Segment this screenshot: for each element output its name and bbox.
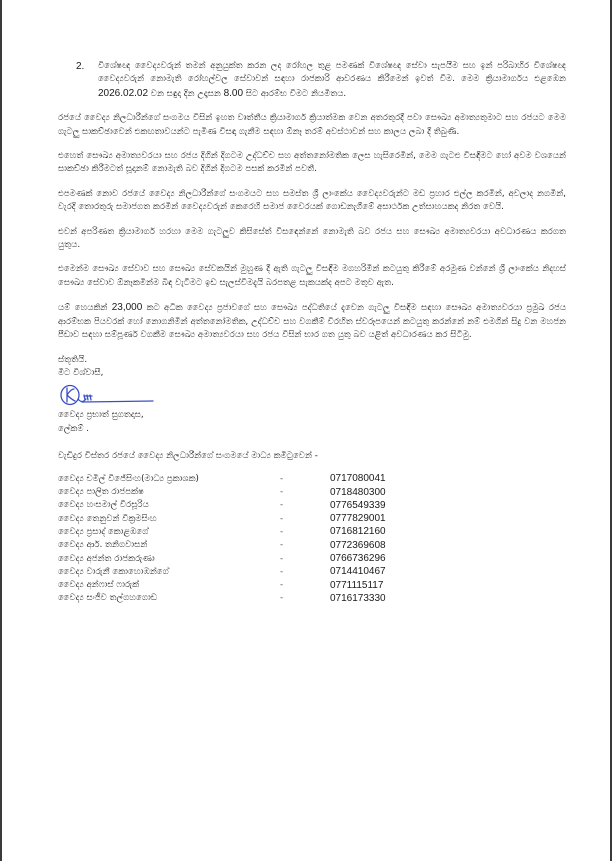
contact-name: වෛද්‍ය හංසමාල් වීරසූරිය — [58, 500, 149, 511]
contact-name: වෛද්‍ය අජන්ත රාජකරුණා — [58, 553, 155, 564]
paragraph: රජයේ වෛද්‍ය නිලධාරීන්ගේ සංගමය විසින් ඉහත වෘත්තීය ක්‍රියාමාර්ග ක්‍රියාත්මක වෙන අතරතුරදී පවා සෞඛ්‍ය අමාත්‍යතුමාට සහ රජයට මෙම ගැටලු සාකච්ඡාවෙන් එකඟතාවයන්ට පැමිණ විසඳා ගැනීම සඳහා ඕනෑ තරම් අවස්ථාවන් සහ කාලය ලබා දී තිබුණි. — [58, 113, 566, 137]
contact-name: වෛද්‍ය ආර්. තනිගවාසන් — [58, 540, 148, 551]
contact-row — [58, 539, 386, 552]
item-number: 2. — [76, 61, 85, 72]
contact-separator: - — [280, 553, 284, 564]
contact-phone: 0718480300 — [330, 486, 386, 498]
contact-separator: - — [280, 593, 284, 604]
contact-name: වෛද්‍ය තෙනුවන් වික්‍රමසිංහ — [58, 513, 157, 524]
contact-name: වෛද්‍ය සංජීව තල්ගහගොඩ — [58, 593, 158, 604]
contact-row — [58, 499, 386, 512]
contact-phone: 0771115117 — [330, 579, 384, 591]
contact-name: වෛද්‍ය ප්‍රසාද් කොළඹගේ — [58, 526, 149, 537]
item-text-part1: විශේෂඥ වෛද්‍යවරුන් තමන් අනුයුක්ත කරන ලද රෝහල තුළ පමණක් විශේෂඥ සේවා සැපයීම සහ ඉන් පරිබාහිර විශේෂඥ වෛද්‍යවරුන් නොමැති රෝහල්වල සේවාවන් සඳහා රාජකාරි ආවරණය කිරීමෙන් ඉවත් වීම. මෙම ක්‍රියාමාර්ගය එළඹෙන — [98, 61, 566, 85]
final-text-part1: යම් හෙයකින් — [58, 303, 112, 314]
contact-phone: 0714410467 — [330, 566, 386, 578]
contact-phone: 0776549339 — [330, 499, 386, 511]
contact-name: වෛද්‍ය අන්ෆාස් ෆාරුක් — [58, 580, 140, 591]
item-time: 8.00 — [223, 87, 244, 99]
paragraph: එහෙත් සෞඛ්‍ය අමාත්‍යවරයා සහ රජය දිගින් දිගටම උද්ධච්ච සහ අත්තනෝමතික ලෙස හැසිරෙමින්, මෙම ගැටළු විසඳීමට හෝ අවම වශයෙන් සාකච්ඡා කිරීමටත් සූදානම් නොමැති බව දිගින් දිගටම පසක් කරමින් පවතී. — [58, 151, 566, 175]
contact-phone: 0717080041 — [330, 473, 386, 485]
committee-title: වැඩිදුර විස්තර රජයේ වෛද්‍ය නිලධාරීන්ගේ සංගමයේ මාධ්‍ය කමිටුවෙන් - — [58, 451, 318, 462]
numbered-item-2 — [58, 60, 566, 101]
paragraph: එමෙන්ම සෞඛ්‍ය සේවාව සහ සෞඛ්‍ය සේවකයින් මුහුණ දී ඇති ගැටලු විසඳීම මගහරිමින් කටයුතු කිරීමේ අරමුණ වන්නේ ශ්‍රී ලාංකේය නිදහස් සෞඛ්‍ය සේවාව ඕනෑකමින්ම බිඳ වැටීමට ඉඩ සැලස්වීමදැයි බරපතළ සැකයක්ද අපට මතුව ඇත. — [58, 264, 566, 288]
contact-row — [58, 565, 386, 578]
contact-separator: - — [280, 487, 284, 498]
item-text-part3: සිට ආරම්භ වීමට නියමිතය. — [243, 88, 347, 99]
signature-image — [58, 383, 158, 409]
signature — [58, 383, 566, 407]
contact-phone: 0777829001 — [330, 513, 386, 525]
regards-line: මීට විශ්වාසී, — [58, 367, 104, 378]
item-text-part2: වන සඳුදා දින උදෑසන — [148, 88, 224, 99]
contact-phone: 0772369608 — [330, 539, 386, 551]
contact-separator: - — [280, 513, 284, 524]
page-border-left — [0, 0, 2, 861]
final-text-part2: කට අධික වෛද්‍ය ප්‍රජාවගේ සහ සෞඛ්‍ය පද්ධතියේ දැවෙන ගැටලු විසඳීම සඳහා සෞඛ්‍ය අමාත්‍යවරයා ප්‍රමුඛ රජය ආරම්භක පියවරක් හෝ නොගනිමින් අත්තනෝමතික, උද්ධච්ච සහ වගකීම් විරහිත ස්වරූපයෙන් කටයුතු කරන්නේ නම් එමගින් සිදු වන මහජන පීඩාව සඳහා සම්පූර්ණ වගකීම සෞඛ්‍ය අමාත්‍යවරයා සහ රජය විසින් භාර ගත යුතු බව යළිත් අවධාරණය කර සිටිමු. — [58, 303, 566, 341]
contact-row — [58, 485, 386, 498]
contact-row — [58, 552, 386, 565]
final-paragraph — [58, 301, 566, 342]
contact-phone: 0766736296 — [330, 553, 386, 565]
contact-separator: - — [280, 500, 284, 511]
contact-phone: 0716812160 — [330, 526, 386, 538]
contact-separator: - — [280, 540, 284, 551]
document-page — [58, 60, 566, 605]
closing-block — [58, 354, 566, 437]
contact-row — [58, 512, 386, 525]
contact-separator: - — [280, 580, 284, 591]
thanks-line: ස්තූතියි. — [58, 354, 88, 365]
signer-name: වෛද්‍ය ප්‍රභාත් සුගතදාස, — [58, 410, 144, 421]
contact-separator: - — [280, 566, 284, 577]
contact-name: වෛද්‍ය වාරුනී කොහොඹන්ගේ — [58, 566, 169, 577]
contact-separator: - — [280, 473, 284, 484]
contact-phone: 0716173330 — [330, 592, 386, 604]
paragraph: එපමණක් නොව රජයේ වෛද්‍ය නිලධාරීන්ගේ සංගමයට සහ සමස්ත ශ්‍රී ලාංකේය වෛද්‍යවරුන්ට මඩ ප්‍රහාර එල්ල කරමින්, අවලාද නගමින්, වැරදි තොරතුරු සමාජගත කරමින් වෛද්‍යවරුන් කෙරෙහි සමාජ වෛරයක් ගොඩනැගීමේ අසාර්ථක උත්සාහයකද නිරත වෙයි. — [58, 188, 566, 213]
contact-row — [58, 579, 386, 592]
contacts-list — [58, 472, 386, 605]
paragraph: එවන් අපරිණත ක්‍රියාමාර්ග හරහා මෙම ගැටලුව කිසිසේත් විසඳෙන්නේ නොමැති බව රජය සහ සෞඛ්‍ය අමාත්‍යවරයා අවධාරණය කරගත යුතුය. — [58, 226, 566, 251]
contact-name: වෛද්‍ය පාලිත රාජපක්ෂ — [58, 487, 144, 498]
contact-row — [58, 592, 386, 605]
doctor-count: 23,000 — [111, 302, 143, 314]
item-text — [98, 60, 566, 101]
signer-title: ලේකම් . — [58, 423, 90, 434]
contact-row — [58, 472, 386, 485]
contact-row — [58, 525, 386, 538]
contact-separator: - — [280, 526, 284, 537]
contact-name: වෛද්‍ය චමිල් විජේසිංහ(මාධ්‍ය ප්‍රකාශක) — [58, 473, 199, 484]
item-date: 2026.02.02 — [98, 87, 149, 99]
